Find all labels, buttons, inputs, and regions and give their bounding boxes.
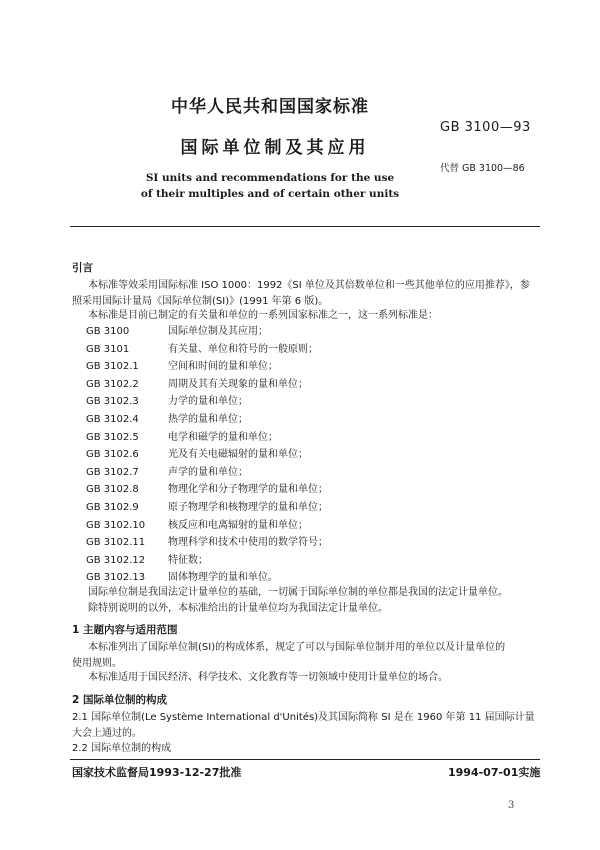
- list-item-title: 电学和磁学的量和单位；: [168, 431, 278, 443]
- list-item: [86, 429, 328, 447]
- standards-series-list: [86, 323, 328, 587]
- list-item: [86, 534, 328, 552]
- effective-date: 1994-07-01实施: [448, 766, 541, 779]
- list-item-title: 周期及其有关现象的量和单位；: [168, 378, 308, 390]
- list-item: [86, 499, 328, 517]
- list-item-title: 原子物理学和核物理学的量和单位；: [168, 501, 328, 513]
- list-item-code: GB 3102.9: [86, 501, 139, 513]
- list-item: [86, 341, 328, 359]
- list-item-title: 力学的量和单位；: [168, 396, 248, 408]
- section-2-item-2-1-line2: 大会上通过的。: [72, 727, 142, 739]
- section-1-paragraph-1: [72, 640, 548, 671]
- list-item-title: 物理科学和技术中使用的数学符号；: [168, 537, 328, 549]
- section-2-item-2-1: [72, 710, 550, 741]
- section-2-heading: 2 国际单位制的构成: [72, 694, 167, 706]
- list-item: [86, 446, 328, 464]
- list-item-title: 光及有关电磁辐射的量和单位；: [168, 449, 308, 461]
- approval-date: 国家技术监督局1993-12-27批准: [72, 766, 242, 779]
- list-item: [86, 552, 328, 570]
- list-item: [86, 411, 328, 429]
- list-item: [86, 481, 328, 499]
- list-item-code: GB 3100: [86, 326, 130, 337]
- list-item: [86, 376, 328, 394]
- list-item-code: GB 3102.12: [86, 554, 146, 566]
- header-divider: [70, 226, 540, 227]
- list-item-title: 国际单位制及其应用；: [168, 326, 268, 337]
- list-item-code: GB 3102.11: [86, 537, 146, 549]
- section-1-paragraph-2: 本标准适用于国民经济、科学技术、文化教育等一切领域中使用计量单位的场合。: [88, 672, 448, 683]
- intro-paragraph-1: [72, 278, 548, 309]
- footer-divider: [70, 759, 540, 760]
- document-title: 国际单位制及其应用: [180, 138, 370, 158]
- intro-paragraph-1-line2: 照采用国际计量局《国际单位制(SI)》(1991 年第 6 版)。: [72, 295, 329, 307]
- section-1-paragraph-1-line1: 本标准列出了国际单位制(SI)的构成体系，规定了可以与国际单位制并用的单位以及计量单位的: [88, 642, 506, 653]
- list-item-code: GB 3102.13: [86, 572, 146, 584]
- list-item: [86, 464, 328, 482]
- list-item-title: 空间和时间的量和单位；: [168, 361, 278, 373]
- intro-paragraph-4: 除特别说明的以外，本标准给出的计量单位均为我国法定计量单位。: [88, 603, 388, 614]
- list-item-title: 有关量、单位和符号的一般原则；: [168, 343, 318, 355]
- list-item-title: 热学的量和单位；: [168, 413, 248, 425]
- list-item-code: GB 3102.4: [86, 413, 139, 425]
- intro-paragraph-3: 国际单位制是我国法定计量单位的基础，一切属于国际单位制的单位都是我国的法定计量单位。: [88, 587, 508, 598]
- list-item: [86, 517, 328, 535]
- english-title: [120, 170, 420, 202]
- national-standard-label: 中华人民共和国国家标准: [171, 97, 369, 117]
- section-1-paragraph-1-line2: 使用规则。: [72, 657, 122, 669]
- intro-paragraph-1-line1: 本标准等效采用国际标准 ISO 1000：1992《SI 单位及其倍数单位和一些其他单位的应用推荐》，参: [88, 280, 530, 291]
- list-item: [86, 323, 328, 341]
- english-title-line2: of their multiples and of certain other units: [140, 188, 400, 200]
- standard-code: GB 3100—93: [440, 120, 531, 135]
- replaces-standard: 代替 GB 3100—86: [440, 163, 525, 174]
- list-item-title: 物理化学和分子物理学的量和单位；: [168, 484, 328, 496]
- list-item-code: GB 3102.3: [86, 396, 139, 408]
- list-item-code: GB 3102.10: [86, 519, 146, 531]
- section-1-heading: 1 主题内容与适用范围: [72, 624, 178, 636]
- section-2-item-2-1-line1: 2.1 国际单位制(Le Système International d'Unités)及其国际简称 SI 是在 1960 年第 11 届国际计量: [72, 712, 535, 723]
- list-item-code: GB 3102.8: [86, 484, 139, 496]
- list-item-code: GB 3102.6: [86, 449, 139, 461]
- page-number: 3: [508, 800, 515, 811]
- intro-paragraph-2: 本标准是目前已制定的有关量和单位的一系列国家标准之一，这一系列标准是：: [88, 310, 438, 321]
- list-item: [86, 358, 328, 376]
- list-item-code: GB 3102.7: [86, 466, 139, 478]
- list-item-code: GB 3102.5: [86, 431, 139, 443]
- list-item-code: GB 3102.1: [86, 361, 139, 373]
- section-2-item-2-2: 2.2 国际单位制的构成: [72, 743, 172, 754]
- list-item-title: 特征数；: [168, 554, 208, 566]
- list-item-title: 固体物理学的量和单位。: [168, 572, 278, 584]
- list-item-code: GB 3101: [86, 343, 130, 355]
- list-item-code: GB 3102.2: [86, 378, 139, 390]
- list-item: [86, 393, 328, 411]
- intro-heading: 引言: [72, 262, 93, 274]
- list-item-title: 声学的量和单位；: [168, 466, 248, 478]
- english-title-line1: SI units and recommendations for the use: [145, 172, 395, 184]
- list-item-title: 核反应和电离辐射的量和单位；: [168, 519, 308, 531]
